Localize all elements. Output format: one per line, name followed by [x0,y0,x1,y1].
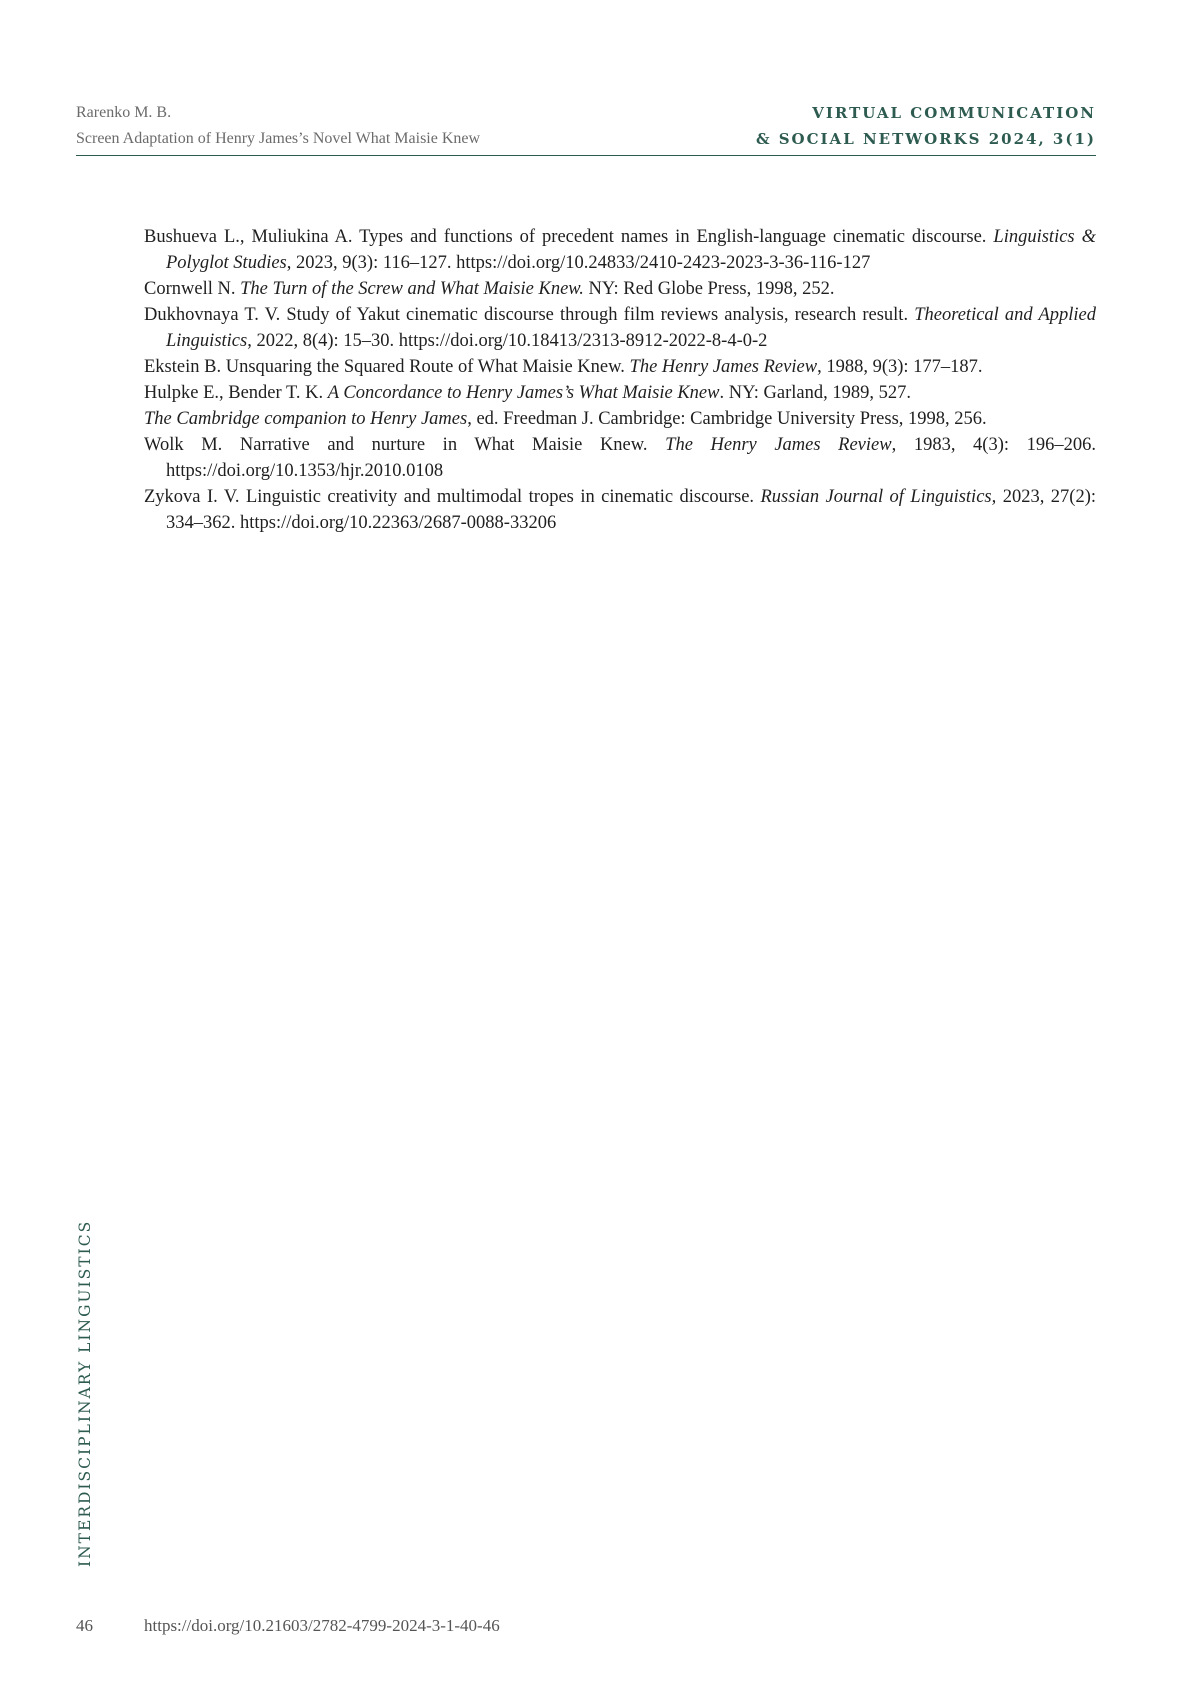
reference-list [144,224,1096,536]
page-number: 46 [76,1616,93,1635]
reference-details: NY: Red Globe Press, 1998, 252. [583,279,835,299]
reference-source: Russian Journal of Linguistics, [760,487,997,507]
reference-source: The Turn of the Screw and What Maisie Knew. [240,279,584,299]
journal-name-line-2: & SOCIAL NETWORKS 2024, 3(1) [755,130,1096,148]
reference-item [144,354,1096,380]
reference-source: Linguistics & Polyglot Studies [166,227,1096,273]
reference-details: , ed. Freedman J. Cambridge: Cambridge University Press, 1998, 256. [467,409,987,429]
footer-doi-link[interactable]: https://doi.org/10.21603/2782-4799-2024-3-1-40-46 [144,1616,500,1635]
reference-item [144,224,1096,276]
reference-source: The Henry James Review [629,357,818,377]
reference-details: . NY: Garland, 1989, 527. [719,383,911,403]
reference-details: , 1983, 4(3): 196–206. https://doi.org/10.1353/hjr.2010.0108 [166,435,1096,481]
section-side-label: INTERDISCIPLINARY LINGUISTICS [76,1219,94,1567]
reference-item [144,380,1096,406]
reference-source: The Cambridge companion to Henry James [144,409,468,429]
reference-details: , 2022, 8(4): 15–30. https://doi.org/10.18413/2313-8912-2022-8-4-0-2 [247,331,768,351]
reference-source: The Henry James Review [665,435,892,455]
reference-item [144,302,1096,354]
journal-name [756,100,1096,152]
header-author: Rarenko M. B. [76,104,172,121]
header-divider [76,155,1096,156]
reference-text: Wolk M. Narrative and nurture in What Maisie Knew. [144,435,666,455]
reference-details: , 1988, 9(3): 177–187. [817,357,983,377]
reference-item [144,276,1096,302]
reference-source: A Concordance to Henry James’s What Maisie Knew [327,383,720,403]
reference-source: Theoretical and Applied Linguistics [166,305,1097,351]
header-article-title: Screen Adaptation of Henry James’s Novel What Maisie Knew [76,130,481,147]
reference-item [144,432,1096,484]
reference-text: Zykova I. V. Linguistic creativity and multimodal tropes in cinematic discourse. [144,487,761,507]
reference-text: Ekstein B. Unsquaring the Squared Route of What Maisie Knew. [144,357,630,377]
reference-text: Hulpke E., Bender T. K. [144,383,328,403]
reference-item [144,484,1096,536]
journal-name-line-1: VIRTUAL COMMUNICATION [812,104,1096,122]
reference-details: 2023, 27(2): 334–362. https://doi.org/10.22363/2687-0088-33206 [166,487,1097,533]
reference-item [144,406,1096,432]
reference-text: Dukhovnaya T. V. Study of Yakut cinematic discourse through film reviews analysis, research result. [144,305,915,325]
reference-details: , 2023, 9(3): 116–127. https://doi.org/10.24833/2410-2423-2023-3-36-116-127 [286,253,871,273]
reference-text: Bushueva L., Muliukina A. Types and functions of precedent names in English-language cinematic discourse. [144,227,994,247]
running-header-left [76,100,480,152]
reference-text: Cornwell N. [144,279,241,299]
